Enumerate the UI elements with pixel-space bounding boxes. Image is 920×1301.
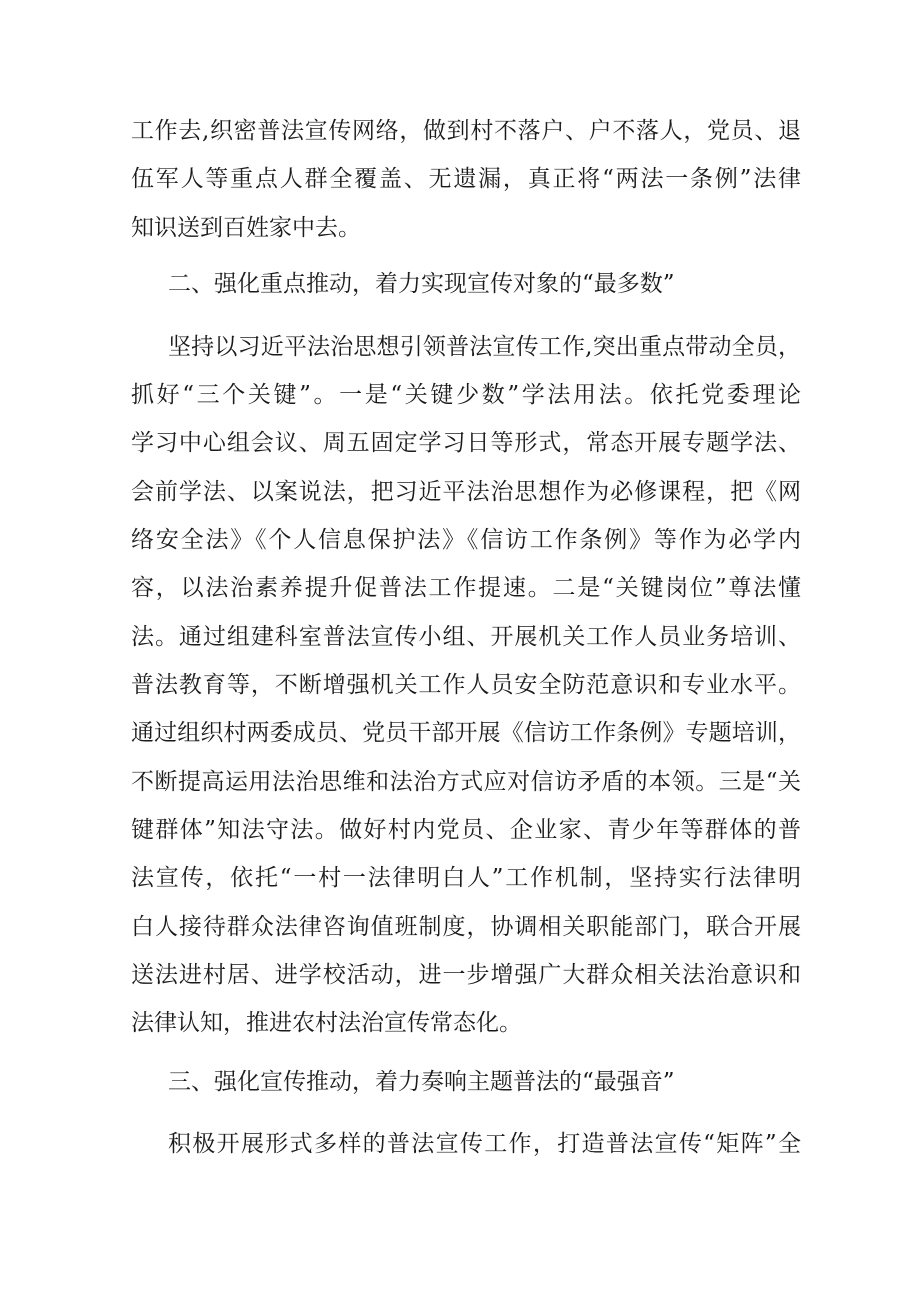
body-text-line: 键群体”知法守法。做好村内党员、企业家、青少年等群体的普 bbox=[131, 817, 801, 843]
body-text-line: 法宣传，依托“一村一法律明白人”工作机制，坚持实行法律明 bbox=[131, 865, 801, 891]
body-text-line: 送法进村居、进学校活动，进一步增强广大群众相关法治意识和 bbox=[131, 962, 801, 988]
paragraph-first-line: 积极开展形式多样的普法宣传工作，打造普法宣传“矩阵”全 bbox=[168, 1131, 801, 1157]
body-text-line: 通过组织村两委成员、党员干部开展《信访工作条例》专题培训， bbox=[131, 720, 801, 746]
section-heading-2: 二、强化重点推动，着力实现宣传对象的“最多数” bbox=[168, 271, 675, 297]
body-text-line: 伍军人等重点人群全覆盖、无遗漏，真正将“两法一条例”法律 bbox=[131, 166, 801, 192]
body-text-line: 容，以法治素养提升促普法工作提速。二是“关键岗位”尊法懂 bbox=[131, 575, 801, 601]
body-text-line: 法律认知，推进农村法治宣传常态化。 bbox=[131, 1010, 522, 1036]
body-text-line: 法。通过组建科室普法宣传小组、开展机关工作人员业务培训、 bbox=[131, 624, 801, 650]
section-heading-3: 三、强化宣传推动，着力奏响主题普法的“最强音” bbox=[168, 1069, 675, 1095]
body-text-line: 知识送到百姓家中去。 bbox=[131, 215, 361, 241]
body-text-line: 会前学法、以案说法，把习近平法治思想作为必修课程，把《网 bbox=[131, 479, 801, 505]
body-text-line: 普法教育等，不断增强机关工作人员安全防范意识和专业水平。 bbox=[131, 672, 801, 698]
body-text-line: 络安全法》《个人信息保护法》《信访工作条例》等作为必学内 bbox=[131, 527, 801, 553]
body-text-line: 不断提高运用法治思维和法治方式应对信访矛盾的本领。三是“关 bbox=[131, 769, 801, 795]
body-text-line: 工作去,织密普法宣传网络，做到村不落户、户不落人，党员、退 bbox=[131, 118, 801, 144]
body-text-line: 抓好“三个关键”。一是“关键少数”学法用法。依托党委理论 bbox=[131, 382, 801, 408]
body-text-line: 学习中心组会议、周五固定学习日等形式，常态开展专题学法、 bbox=[131, 430, 801, 456]
paragraph-first-line: 坚持以习近平法治思想引领普法宣传工作,突出重点带动全员， bbox=[168, 334, 801, 360]
body-text-line: 白人接待群众法律咨询值班制度，协调相关职能部门，联合开展 bbox=[131, 914, 801, 940]
